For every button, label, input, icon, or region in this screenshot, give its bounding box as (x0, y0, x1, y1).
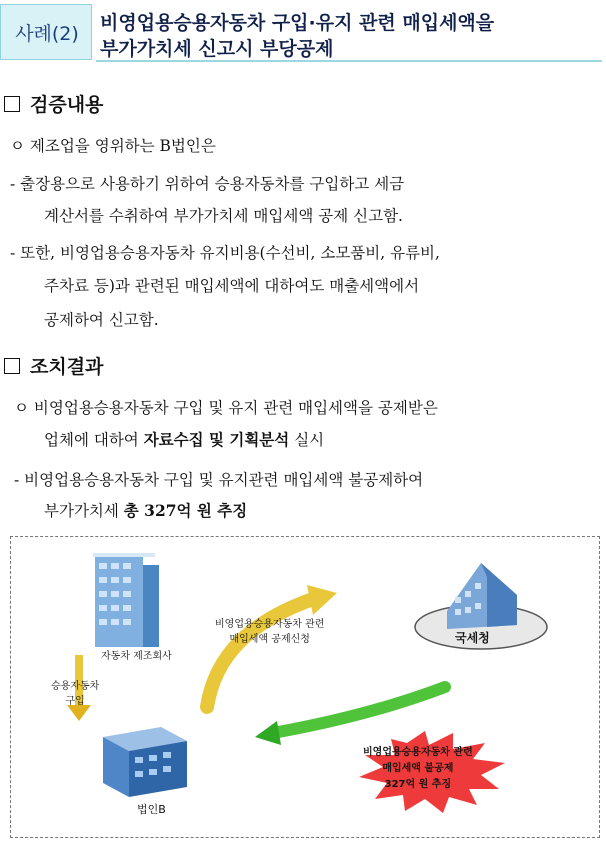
bold-text: 총 327억 원 추징 (123, 501, 248, 520)
section-heading-text: 검증내용 (30, 94, 104, 116)
text-line: 공제하여 신고함. (44, 311, 159, 329)
penalty-label-line-2: 매입세액 불공제 (382, 763, 454, 774)
penalty-label-line-1: 비영업용승용자동차 관련 (363, 747, 473, 758)
text-line (44, 499, 247, 521)
process-diagram (10, 536, 600, 838)
title-box (96, 4, 602, 62)
bold-text: 자료수집 및 기획분석 (143, 430, 290, 449)
text-line (44, 428, 324, 450)
result-arrow-icon (255, 687, 445, 745)
claim-label-line-2: 매입세액 공제신청 (229, 634, 310, 645)
case-badge (0, 4, 92, 60)
section-heading-result (4, 352, 103, 379)
square-bullet-icon (4, 358, 20, 374)
manufacturer-building-icon (93, 553, 159, 647)
claim-label (215, 615, 324, 645)
text-span: 실시 (289, 431, 325, 449)
corporation-building-icon (103, 727, 187, 797)
nts-label: 국세청 (455, 631, 490, 645)
text-span: 업체에 대하여 (44, 431, 144, 449)
section-heading-review (4, 90, 103, 117)
manufacturer-label: 자동차 제조회사 (101, 651, 172, 662)
text-line: 주차료 등)과 관련된 매입세액에 대하여도 매출세액에서 (44, 277, 420, 295)
case-label: 사례(2) (15, 23, 79, 45)
title-line-1: 비영업용승용자동차 구입·유지 관련 매입세액을 (100, 12, 495, 34)
title-line-2: 부가가치세 신고시 부당공제 (100, 38, 334, 60)
text-line: - 또한, 비영업용승용자동차 유지비용(수선비, 소모품비, 유류비, (10, 244, 440, 262)
text-line: ㅇ 제조업을 영위하는 B법인은 (10, 137, 216, 155)
purchase-label-line-1: 승용자동차 (51, 681, 100, 692)
claim-label-line-1: 비영업용승용자동차 관련 (215, 619, 325, 630)
claim-arrow-icon (207, 585, 337, 707)
text-line: - 비영업용승용자동차 구입 및 유지관련 매입세액 불공제하여 (14, 471, 424, 489)
purchase-label-line-2: 구입 (65, 696, 85, 707)
purchase-label (51, 677, 99, 707)
text-span: 부가가치세 (44, 502, 124, 520)
text-line: ㅇ 비영업용승용자동차 구입 및 유지 관련 매입세액을 공제받은 (14, 399, 438, 417)
square-bullet-icon (4, 96, 20, 112)
penalty-label-line-3: 327억 원 추징 (384, 779, 452, 790)
text-line: - 출장용으로 사용하기 위하여 승용자동차를 구입하고 세금 (10, 175, 405, 193)
penalty-label (363, 745, 473, 793)
page-header (0, 0, 606, 66)
text-line: 계산서를 수취하여 부가가치세 매입세액 공제 신고함. (44, 207, 403, 225)
corporation-label: 법인B (137, 803, 166, 816)
section-heading-text: 조치결과 (30, 356, 104, 378)
